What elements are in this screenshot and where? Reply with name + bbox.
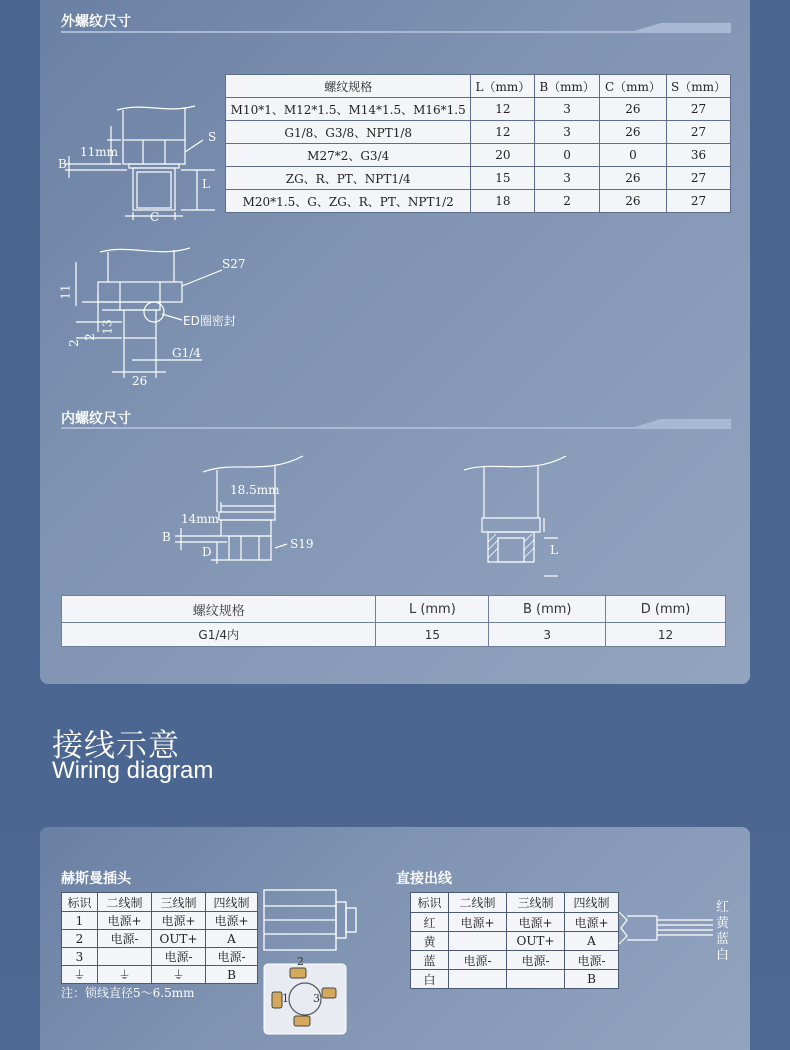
table-row (411, 970, 619, 989)
table-cell: OUT+ (152, 930, 206, 948)
dim-label: S (208, 130, 217, 144)
table-header-row (226, 75, 731, 98)
header-cell: 螺纹规格 (226, 75, 471, 98)
wire-color-yellow: 黄 (716, 916, 730, 931)
table-row (62, 966, 258, 984)
wiring-title-cn: 接线示意 (52, 728, 180, 764)
header-cell: 标识 (411, 893, 449, 913)
dim-label: 2 (82, 333, 97, 341)
dim-label: 11mm (80, 145, 119, 159)
table-row (62, 948, 258, 966)
table-row (411, 932, 619, 951)
header-cell: 螺纹规格 (62, 596, 376, 623)
table-cell (449, 970, 507, 989)
table-cell: 电源- (449, 951, 507, 970)
table-row (226, 98, 731, 121)
table-cell: 3 (535, 121, 600, 144)
table-cell: A (206, 930, 258, 948)
table-cell: 红 (411, 913, 449, 932)
dim-label: S27 (222, 257, 246, 271)
internal-thread-table (61, 595, 726, 647)
table-cell: ZG、R、PT、NPT1/4 (226, 167, 471, 190)
header-cell: 三线制 (507, 893, 565, 913)
table-cell: 26 (599, 190, 666, 213)
pin-label: 2 (297, 955, 304, 968)
ground-symbol: ⏚ (152, 966, 206, 984)
table-cell: 黄 (411, 932, 449, 951)
wiring-title-en: Wiring diagram (52, 757, 214, 784)
dim-label: D (202, 545, 212, 559)
section-divider (61, 418, 731, 430)
table-cell (98, 948, 152, 966)
table-cell: 18 (471, 190, 535, 213)
table-cell: 1 (62, 912, 98, 930)
table-cell: 27 (666, 190, 730, 213)
table-cell: 0 (599, 144, 666, 167)
table-cell (449, 932, 507, 951)
table-cell: 27 (666, 98, 730, 121)
table-cell: 27 (666, 167, 730, 190)
ground-symbol: ⏚ (62, 966, 98, 984)
header-cell: 二线制 (98, 893, 152, 912)
table-cell: B (206, 966, 258, 984)
dim-label: 13 (100, 319, 115, 335)
section-divider (61, 22, 731, 34)
table-cell: 0 (535, 144, 600, 167)
wire-color-list (716, 900, 732, 964)
table-header-row (62, 596, 726, 623)
header-cell: L (mm) (376, 596, 489, 623)
header-cell: B (mm) (489, 596, 606, 623)
cable-note: 注：锁线直径5～6.5mm (61, 986, 195, 1000)
dim-label: 14mm (181, 512, 220, 526)
table-cell: 2 (62, 930, 98, 948)
hirschmann-title: 赫斯曼插头 (61, 871, 131, 887)
table-cell: 电源- (206, 948, 258, 966)
external-thread-title: 外螺纹尺寸 (61, 14, 131, 30)
table-cell: 电源+ (449, 913, 507, 932)
direct-cable-table (410, 892, 619, 989)
header-cell: 三线制 (152, 893, 206, 912)
header-cell: 二线制 (449, 893, 507, 913)
header-cell: B（mm） (535, 75, 600, 98)
internal-thread-section-diagram (460, 452, 580, 577)
cable-wires-icon (617, 908, 717, 948)
table-cell: B (565, 970, 619, 989)
dim-label: B (58, 157, 67, 171)
dim-label: C (150, 210, 160, 224)
pin-label: 1 (282, 992, 289, 1005)
table-row (226, 121, 731, 144)
header-cell: 四线制 (206, 893, 258, 912)
table-cell: G1/4内 (62, 623, 376, 647)
table-cell: A (565, 932, 619, 951)
dim-label: L (550, 543, 558, 557)
table-row (226, 144, 731, 167)
dim-label: ED圈密封 (183, 314, 236, 328)
header-cell: 标识 (62, 893, 98, 912)
external-thread-diagram (55, 100, 225, 230)
table-cell: 26 (599, 98, 666, 121)
header-cell: D (mm) (606, 596, 726, 623)
dim-label: B (162, 530, 171, 544)
external-thread-table (225, 74, 731, 213)
wire-color-red: 红 (716, 900, 730, 915)
table-row (411, 951, 619, 970)
table-cell: 12 (606, 623, 726, 647)
table-cell: 电源- (152, 948, 206, 966)
header-cell: C（mm） (599, 75, 666, 98)
table-cell: 白 (411, 970, 449, 989)
pin-label: 3 (313, 992, 320, 1005)
header-cell: S（mm） (666, 75, 730, 98)
table-cell (507, 970, 565, 989)
dim-label: 2 (66, 339, 81, 347)
table-cell: 3 (535, 98, 600, 121)
table-cell: 电源+ (565, 913, 619, 932)
table-cell: 26 (599, 121, 666, 144)
table-cell: 电源+ (206, 912, 258, 930)
dim-label: 11 (58, 284, 73, 300)
wire-color-blue: 蓝 (716, 932, 730, 947)
table-cell: 3 (62, 948, 98, 966)
internal-thread-title: 内螺纹尺寸 (61, 411, 131, 427)
table-cell: 12 (471, 121, 535, 144)
table-header-row (62, 893, 258, 912)
table-row (62, 930, 258, 948)
table-cell: M10*1、M12*1.5、M14*1.5、M16*1.5 (226, 98, 471, 121)
table-cell: M27*2、G3/4 (226, 144, 471, 167)
table-cell: 电源+ (507, 913, 565, 932)
table-cell: M20*1.5、G、ZG、R、PT、NPT1/2 (226, 190, 471, 213)
table-cell: OUT+ (507, 932, 565, 951)
hirschmann-table (61, 892, 258, 984)
table-cell: 20 (471, 144, 535, 167)
table-cell: 电源- (507, 951, 565, 970)
table-row (62, 912, 258, 930)
table-cell: 3 (489, 623, 606, 647)
table-cell: 蓝 (411, 951, 449, 970)
hirschmann-connector-icon (262, 888, 362, 1036)
dim-label: S19 (290, 537, 314, 551)
table-header-row (411, 893, 619, 913)
table-cell: 电源- (565, 951, 619, 970)
table-cell: G1/8、G3/8、NPT1/8 (226, 121, 471, 144)
direct-cable-title: 直接出线 (396, 871, 452, 887)
dim-label: 18.5mm (230, 483, 280, 497)
table-cell: 15 (376, 623, 489, 647)
wire-color-white: 白 (716, 948, 730, 963)
table-cell: 27 (666, 121, 730, 144)
table-cell: 2 (535, 190, 600, 213)
table-cell: 3 (535, 167, 600, 190)
table-cell: 电源+ (152, 912, 206, 930)
dim-label: G1/4 (172, 346, 201, 360)
table-row (411, 913, 619, 932)
table-cell: 36 (666, 144, 730, 167)
table-row (62, 623, 726, 647)
ground-symbol: ⏚ (98, 966, 152, 984)
table-cell: 12 (471, 98, 535, 121)
table-cell: 15 (471, 167, 535, 190)
header-cell: 四线制 (565, 893, 619, 913)
table-row (226, 190, 731, 213)
dim-label: 26 (132, 374, 148, 388)
table-cell: 26 (599, 167, 666, 190)
header-cell: L（mm） (471, 75, 535, 98)
table-row (226, 167, 731, 190)
table-cell: 电源- (98, 930, 152, 948)
dim-label: L (202, 177, 210, 191)
table-cell: 电源+ (98, 912, 152, 930)
